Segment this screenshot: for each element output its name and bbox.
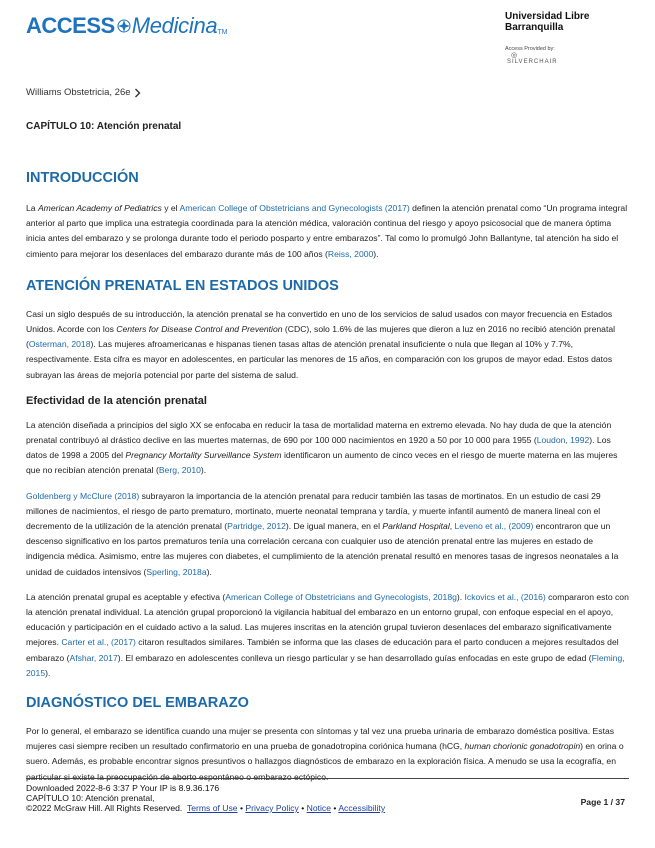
silverchair-logo: SILVERCHAIR xyxy=(507,59,558,65)
intro-paragraph: La American Academy of Pediatrics y el American College of Obstetricians and Gynecologists (2017) definen la atención prenatal como “Un programa integral anterior al parto que implica una estrategia coordinada para la atención médica, valoración continua del riesgo y apoyo psicosocial que de manera óptima inicia antes del embarazo y se prolonga durante todo el periodo posparto y entre embarazos”. Tal como lo promulgó John Ballantyne, tal atención ha sido el cimiento para mejorar los desenlaces del embarazo durante más de 100 años (Reiss, 2000). xyxy=(26,203,628,259)
download-info: Downloaded 2022-8-6 3:37 P Your IP is 8.9.36.176 xyxy=(26,783,220,793)
citation-reiss-2000[interactable]: Reiss, 2000 xyxy=(327,248,374,259)
citation-acog-2017[interactable]: American College of Obstetricians and Gynecologists (2017) xyxy=(179,203,410,213)
access-provided-by: Access Provided by: xyxy=(505,46,555,52)
terms-of-use-link[interactable]: Terms of Use xyxy=(186,803,238,813)
copyright-text: ©2022 McGraw Hill. All Rights Reserved. xyxy=(26,803,183,813)
subsection-heading-efectividad: Efectividad de la atención prenatal xyxy=(26,394,207,407)
citation-sperling-2018a[interactable]: Sperling, 2018a xyxy=(146,566,207,577)
institution-block xyxy=(505,11,630,65)
footer-chapter: CAPÍTULO 10: Atención prenatal, xyxy=(26,793,155,803)
privacy-policy-link[interactable]: Privacy Policy xyxy=(245,803,299,813)
citation-afshar-2017[interactable]: Afshar, 2017 xyxy=(69,652,118,663)
citation-carter-2017[interactable]: Carter et al., (2017) xyxy=(61,637,136,648)
citation-osterman-2018[interactable]: Osterman, 2018 xyxy=(28,339,91,350)
citation-fleming-2015[interactable]: Fleming, 2015 xyxy=(26,652,625,678)
citation-loudon-1992[interactable]: Loudon, 1992 xyxy=(536,435,590,446)
diag-paragraph-1: Por lo general, el embarazo se identifica cuando una mujer se presenta con síntomas y tal vez una prueba urinaria de embarazo doméstica positiva. Estas mujeres casi siempre reciben un resultado confirmatorio en una prueba de gonadotropina coriónica humana (hCG, human chorionic gonadotropin) en orina o suero. Además, es probable encontrar signos presuntivos o hallazgos diagnósticos de embarazo en la exploración física. A menudo se usa la ecografía, en particular si existe la preocupación de aborto espontáneo o embarazo ectópico. xyxy=(26,726,624,782)
footer-copyright-links: ©2022 McGraw Hill. All Rights Reserved. Terms of Use • Privacy Policy • Notice • Accessibility xyxy=(26,803,386,813)
usa-paragraph-3: Goldenberg y McClure (2018) subrayaron la importancia de la atención prenatal para reducir también las tasas de mortinatos. En un estudio de casi 29 millones de nacimientos, el riesgo de parto prematuro, mortinato, muerte neonatal temprana y tardía, y muerte infantil aumentó de manera lineal con el decremento de la utilización de la atención prenatal (Partridge, 2012). De igual manera, en el Parkland Hospital, Leveno et al., (2009) encontraron que un descenso significativo en los partos prematuros tenía una correlación cercana con cualquier uso de atención prenatal entre las mujeres en estado de indigencia médica. Asimismo, entre las mujeres con diabetes, el cumplimiento de la atención prenatal resultó en menores tasas de ingresos neonatales a la unidad de cuidados intensivos (Sperling, 2018a). xyxy=(26,490,619,577)
citation-ickovics-2016[interactable]: Ickovics et al., (2016) xyxy=(464,591,546,602)
logo-star-icon xyxy=(117,19,131,33)
usa-paragraph-4: La atención prenatal grupal es aceptable y efectiva (American College of Obstetricians and Gynecologists, 2018g). Ickovics et al., (2016) compararon esto con la atención prenatal individual. La atención grupal proporcionó la vigilancia habitual del embarazo en un entorno grupal, con enfoque especial en el apoyo, educación y participación en el cuidado activo a la salud. Las mujeres inscritas en la atención grupal tuvieron desenlaces del embarazo significativamente mejores. Carter et al., (2017) citaron resultados similares. También se informa que las clases de educación para el parto conducen a mejores resultados del embarazo (Afshar, 2017). El embarazo en adolescentes conlleva un riesgo particular y se han desarrollado guías enfocadas en este grupo de edad (Fleming, 2015). xyxy=(26,591,629,678)
breadcrumb[interactable] xyxy=(26,87,141,98)
chevron-right-icon xyxy=(134,88,141,98)
page-footer xyxy=(26,778,629,813)
citation-goldenberg-2018[interactable]: Goldenberg y McClure (2018) xyxy=(26,490,140,501)
breadcrumb-book[interactable]: Williams Obstetricia, 26e xyxy=(26,87,131,98)
usa-paragraph-1: Casi un siglo después de su introducción, la atención prenatal se ha convertido en uno de los servicios de salud usados con mayor frecuencia en Estados Unidos. Acorde con los Centers for Disease Control and Prevention (CDC), solo 1.6% de las mujeres que dieron a luz en 2016 no recibió atención prenatal (Osterman, 2018). Las mujeres afroamericanas e hispanas tienen tasas altas de atención prenatal insuficiente o nula que llegan al 10% y 7.7%, respectivamente. Esta cifra es mayor en adolescentes, en particular las menores de 15 años, en comparación con los grupos de mayor edad. Estos datos subrayan las áreas de mejoría potencial por parte del sistema de salud. xyxy=(26,308,616,380)
logo-medicina-text: Medicina xyxy=(131,13,218,38)
section-heading-introduccion: INTRODUCCIÓN xyxy=(26,170,139,186)
section-heading-estados-unidos: ATENCIÓN PRENATAL EN ESTADOS UNIDOS xyxy=(26,277,339,294)
page-number: Page 1 / 37 xyxy=(580,797,625,807)
citation-acog-2018g[interactable]: American College of Obstetricians and Gynecologists, 2018g xyxy=(225,591,457,602)
silverchair-icon: ◎ xyxy=(511,52,518,59)
institution-name: Universidad Libre Barranquilla xyxy=(505,11,590,33)
section-heading-diagnostico: DIAGNÓSTICO DEL EMBARAZO xyxy=(26,695,249,712)
usa-paragraph-2: La atención diseñada a principios del siglo XX se enfocaba en reducir la tasa de mortalidad materna en extremo elevada. No hay duda de que la atención prenatal contribuyó al drástico declive en las muertes maternas, de 690 por 100 000 nacimientos en 1920 a 50 por 10 000 para 1955 (Loudon, 1992). Los datos de 1998 a 2005 del Pregnancy Mortality Surveillance System identificaron un aumento de cinco veces en el riesgo de muerte materna en las mujeres que no recibían atención prenatal (Berg, 2010). xyxy=(26,419,618,476)
accessibility-link[interactable]: Accessibility xyxy=(338,803,386,813)
logo-access-text: ACCESS xyxy=(26,13,115,38)
chapter-title: CAPÍTULO 10: Atención prenatal xyxy=(26,121,182,132)
citation-leveno-2009[interactable]: Leveno et al., (2009) xyxy=(454,521,534,532)
access-medicina-logo[interactable] xyxy=(26,10,227,42)
article-content xyxy=(26,170,629,785)
notice-link[interactable]: Notice xyxy=(306,803,331,813)
logo-trademark: TM xyxy=(217,29,228,36)
citation-partridge-2012[interactable]: Partridge, 2012 xyxy=(227,521,286,532)
citation-berg-2010[interactable]: Berg, 2010 xyxy=(158,465,201,476)
